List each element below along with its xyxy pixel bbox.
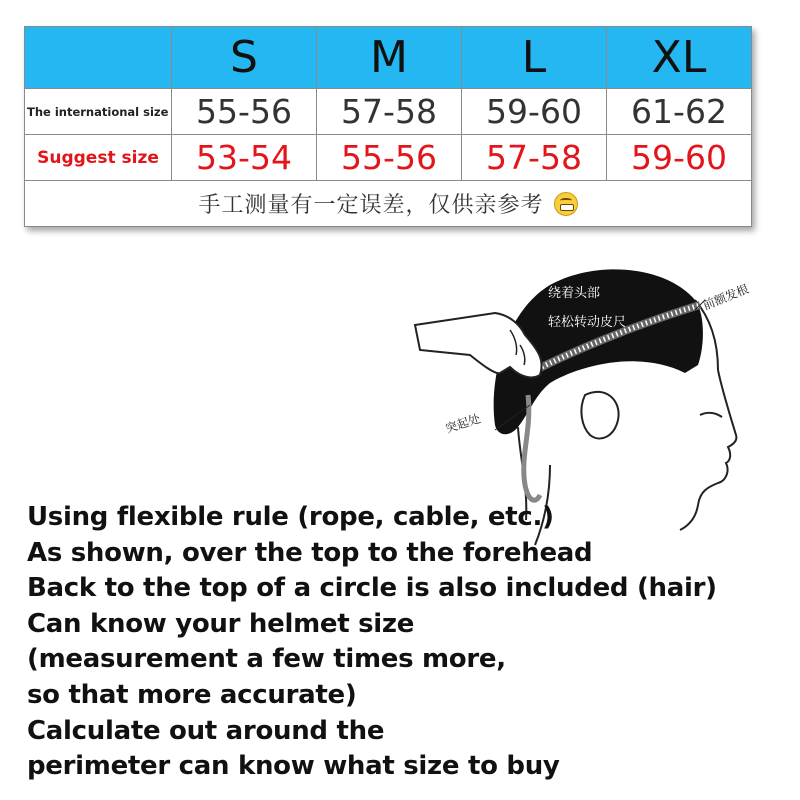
note-cell [25,181,752,227]
size-header-l: L [462,27,607,89]
suggest-size-l: 57-58 [462,135,607,181]
international-size-l: 59-60 [462,89,607,135]
international-size-s: 55-56 [172,89,317,135]
measuring-instructions [27,500,787,785]
suggest-size-label: Suggest size [25,135,172,181]
suggest-size-m: 55-56 [317,135,462,181]
label-wrap-head: 绕着头部 [548,286,601,301]
international-size-label: The international size [25,89,172,135]
instruction-line: so that more accurate) [27,679,357,710]
size-header-m: M [317,27,462,89]
size-header-row [25,27,752,89]
instruction-line: Back to the top of a circle is also included (hair) [27,573,717,604]
measurement-note: 手工测量有一定误差，仅供亲参考 [198,193,544,218]
note-row [25,181,752,227]
instruction-line: perimeter can know what size to buy [27,751,560,782]
size-header-s: S [172,27,317,89]
instruction-line: Can know your helmet size [27,608,415,639]
size-chart-table [24,26,752,227]
label-bump: 突起处 [443,411,483,436]
instruction-line: Calculate out around the [27,715,385,746]
instruction-line: As shown, over the top to the forehead [27,537,593,568]
label-turn-tape: 轻松转动皮尺 [548,315,627,330]
international-size-xl: 61-62 [607,89,752,135]
header-corner-cell [25,27,172,89]
size-header-xl: XL [607,27,752,89]
international-size-m: 57-58 [317,89,462,135]
instruction-line: Using flexible rule (rope, cable, etc.) [27,502,554,532]
suggest-size-row [25,135,752,181]
international-size-row [25,89,752,135]
grinning-face-emoji-icon [554,192,578,216]
label-hairline: 前额发根 [700,281,751,313]
tape-measure-tail [524,395,540,500]
instruction-line: (measurement a few times more, [27,644,506,675]
ear-shape [581,392,618,439]
suggest-size-s: 53-54 [172,135,317,181]
eye-shape [700,413,722,417]
suggest-size-xl: 59-60 [607,135,752,181]
